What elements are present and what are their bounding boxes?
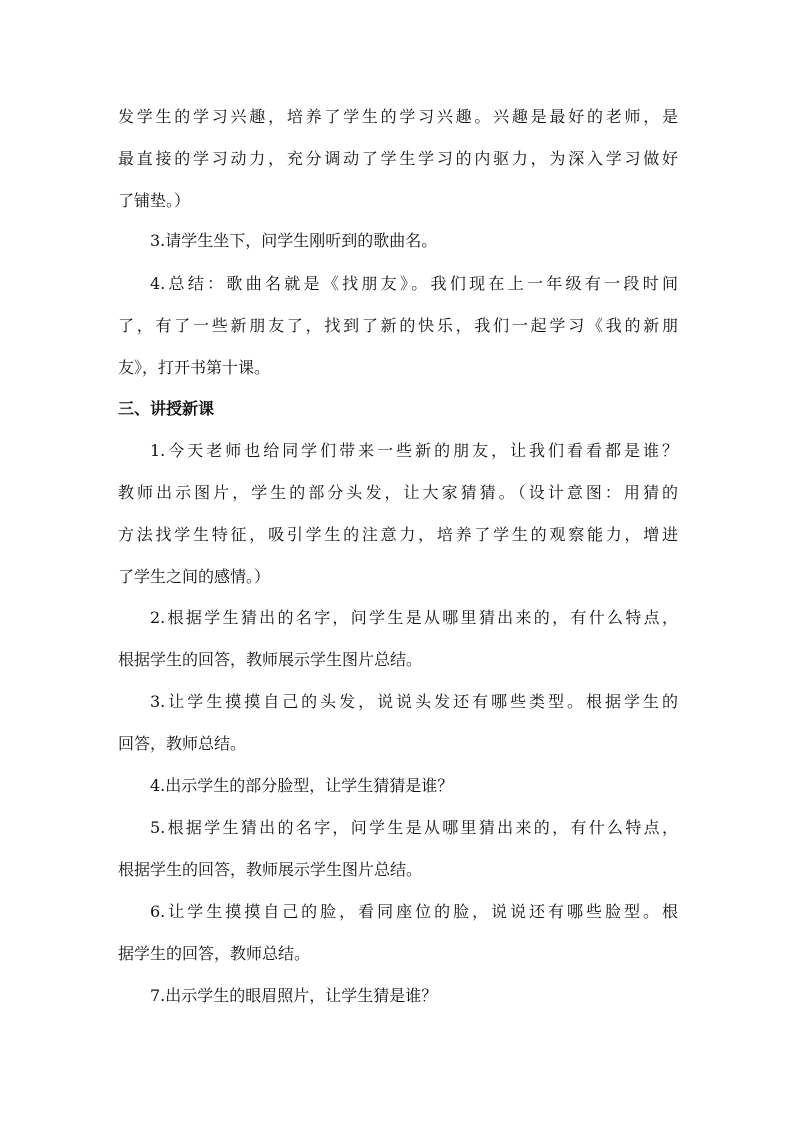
paragraph-new-lesson-2: [118, 597, 678, 681]
text-line: 4.总结：歌曲名就是《找朋友》。我们现在上一年级有一段时间: [150, 274, 678, 293]
paragraph-new-lesson-3: [118, 681, 678, 765]
text-line: 方法找学生特征，吸引学生的注意力，培养了学生的观察能力，增进: [118, 525, 678, 544]
paragraph-new-lesson-6: [118, 891, 678, 975]
text-line: 3.请学生坐下，问学生刚听到的歌曲名。: [150, 231, 438, 250]
text-line: 了铺垫。）: [118, 191, 191, 210]
section-heading: 三、讲授新课: [118, 399, 215, 418]
paragraph-new-lesson-4: [118, 765, 678, 807]
text-line: 2.根据学生猜出的名字，问学生是从哪里猜出来的，有什么特点，: [150, 608, 678, 627]
text-line: 回答，教师总结。: [118, 734, 247, 753]
text-line: 6.让学生摸摸自己的脸，看同座位的脸，说说还有哪些脸型。根: [150, 902, 678, 921]
paragraph-interest-note: [118, 96, 678, 222]
text-line: 根据学生的回答，教师展示学生图片总结。: [118, 650, 423, 669]
text-line: 教师出示图片，学生的部分头发，让大家猜猜。（设计意图：用猜的: [118, 483, 678, 502]
text-line: 友》，打开书第十课。: [118, 358, 271, 377]
text-line: 1.今天老师也给同学们带来一些新的朋友，让我们看看都是谁？: [150, 441, 678, 460]
paragraph-step-3: [118, 220, 678, 262]
paragraph-new-lesson-7: [118, 975, 678, 1017]
text-line: 了学生之间的感情。）: [118, 567, 271, 586]
text-line: 了，有了一些新朋友了，找到了新的快乐，我们一起学习《我的新朋: [118, 316, 678, 335]
text-line: 3.让学生摸摸自己的头发，说说头发还有哪些类型。根据学生的: [150, 692, 678, 711]
text-line: 5.根据学生猜出的名字，问学生是从哪里猜出来的，有什么特点，: [150, 818, 678, 837]
text-line: 4.出示学生的部分脸型，让学生猜猜是谁？: [150, 776, 454, 795]
text-line: 据学生的回答，教师总结。: [118, 944, 311, 963]
paragraph-new-lesson-5: [118, 807, 678, 891]
paragraph-step-4-summary: [118, 263, 678, 389]
text-line: 7.出示学生的眼眉照片，让学生猜是谁？: [150, 986, 438, 1005]
text-line: 根据学生的回答，教师展示学生图片总结。: [118, 860, 423, 879]
paragraph-new-lesson-1: [118, 430, 678, 598]
text-line: 最直接的学习动力，充分调动了学生学习的内驱力，为深入学习做好: [118, 149, 678, 168]
text-line: 发学生的学习兴趣，培养了学生的学习兴趣。兴趣是最好的老师，是: [118, 107, 678, 126]
